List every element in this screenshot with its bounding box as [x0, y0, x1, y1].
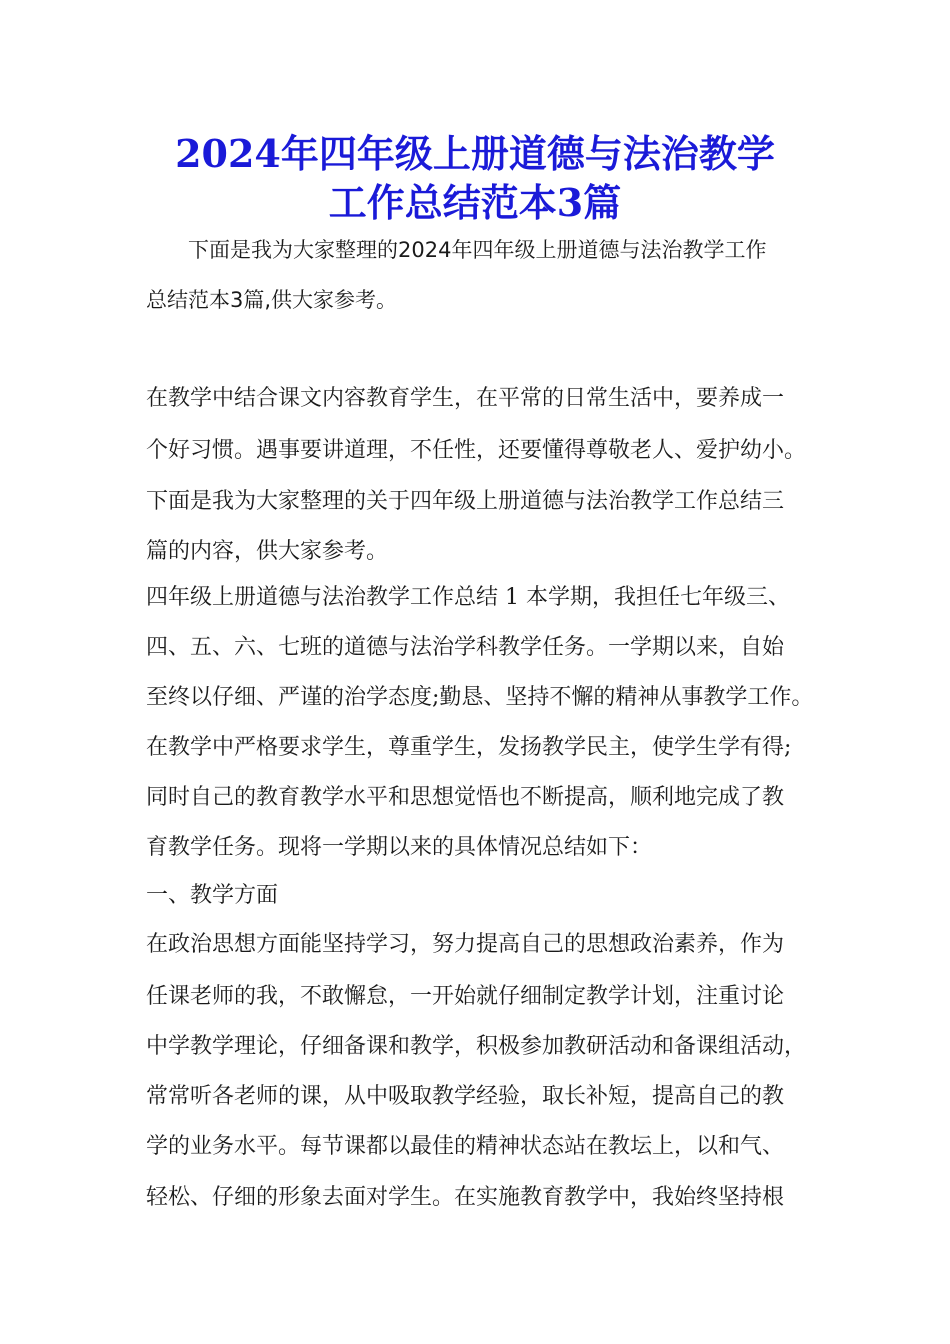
- body-line-16: 学的业务水平。每节课都以最佳的精神状态站在教坛上，以和气、: [146, 1134, 785, 1159]
- body-line-6: 四、五、六、七班的道德与法治学科教学任务。一学期以来，自始: [146, 635, 785, 660]
- body-line-17: 轻松、仔细的形象去面对学生。在实施教育教学中，我始终坚持根: [146, 1185, 785, 1210]
- intro-line-2: 总结范本3篇,供大家参考。: [146, 288, 398, 312]
- document-title-line-2: 工作总结范本3篇: [328, 180, 622, 225]
- body-line-12: 在政治思想方面能坚持学习，努力提高自己的思想政治素养，作为: [146, 932, 785, 957]
- body-line-13: 任课老师的我，不敢懈怠，一开始就仔细制定教学计划，注重讨论: [146, 984, 785, 1009]
- body-line-14: 中学教学理论，仔细备课和教学，积极参加教研活动和备课组活动，: [146, 1034, 807, 1059]
- body-line-5: 四年级上册道德与法治教学工作总结 1 本学期，我担任七年级三、: [146, 585, 790, 610]
- section-heading: 一、教学方面: [146, 883, 279, 908]
- intro-line-1: 下面是我为大家整理的2024年四年级上册道德与法治教学工作: [188, 238, 767, 262]
- body-line-10: 育教学任务。现将一学期以来的具体情况总结如下：: [146, 835, 653, 860]
- document-title-line-1: 2024年四年级上册道德与法治教学: [175, 131, 775, 176]
- body-line-1: 在教学中结合课文内容教育学生，在平常的日常生活中，要养成一: [146, 386, 785, 411]
- body-line-8: 在教学中严格要求学生，尊重学生，发扬教学民主，使学生学有得;: [146, 735, 792, 760]
- body-line-3: 下面是我为大家整理的关于四年级上册道德与法治教学工作总结三: [146, 489, 785, 514]
- body-line-15: 常常听各老师的课，从中吸取教学经验，取长补短，提高自己的教: [146, 1084, 785, 1109]
- body-line-9: 同时自己的教育教学水平和思想觉悟也不断提高，顺利地完成了教: [146, 785, 785, 810]
- body-line-7: 至终以仔细、严谨的治学态度;勤恳、坚持不懈的精神从事教学工作。: [146, 685, 814, 710]
- body-line-2: 个好习惯。遇事要讲道理，不任性，还要懂得尊敬老人、爱护幼小。: [146, 438, 807, 463]
- body-line-4: 篇的内容，供大家参考。: [146, 539, 389, 564]
